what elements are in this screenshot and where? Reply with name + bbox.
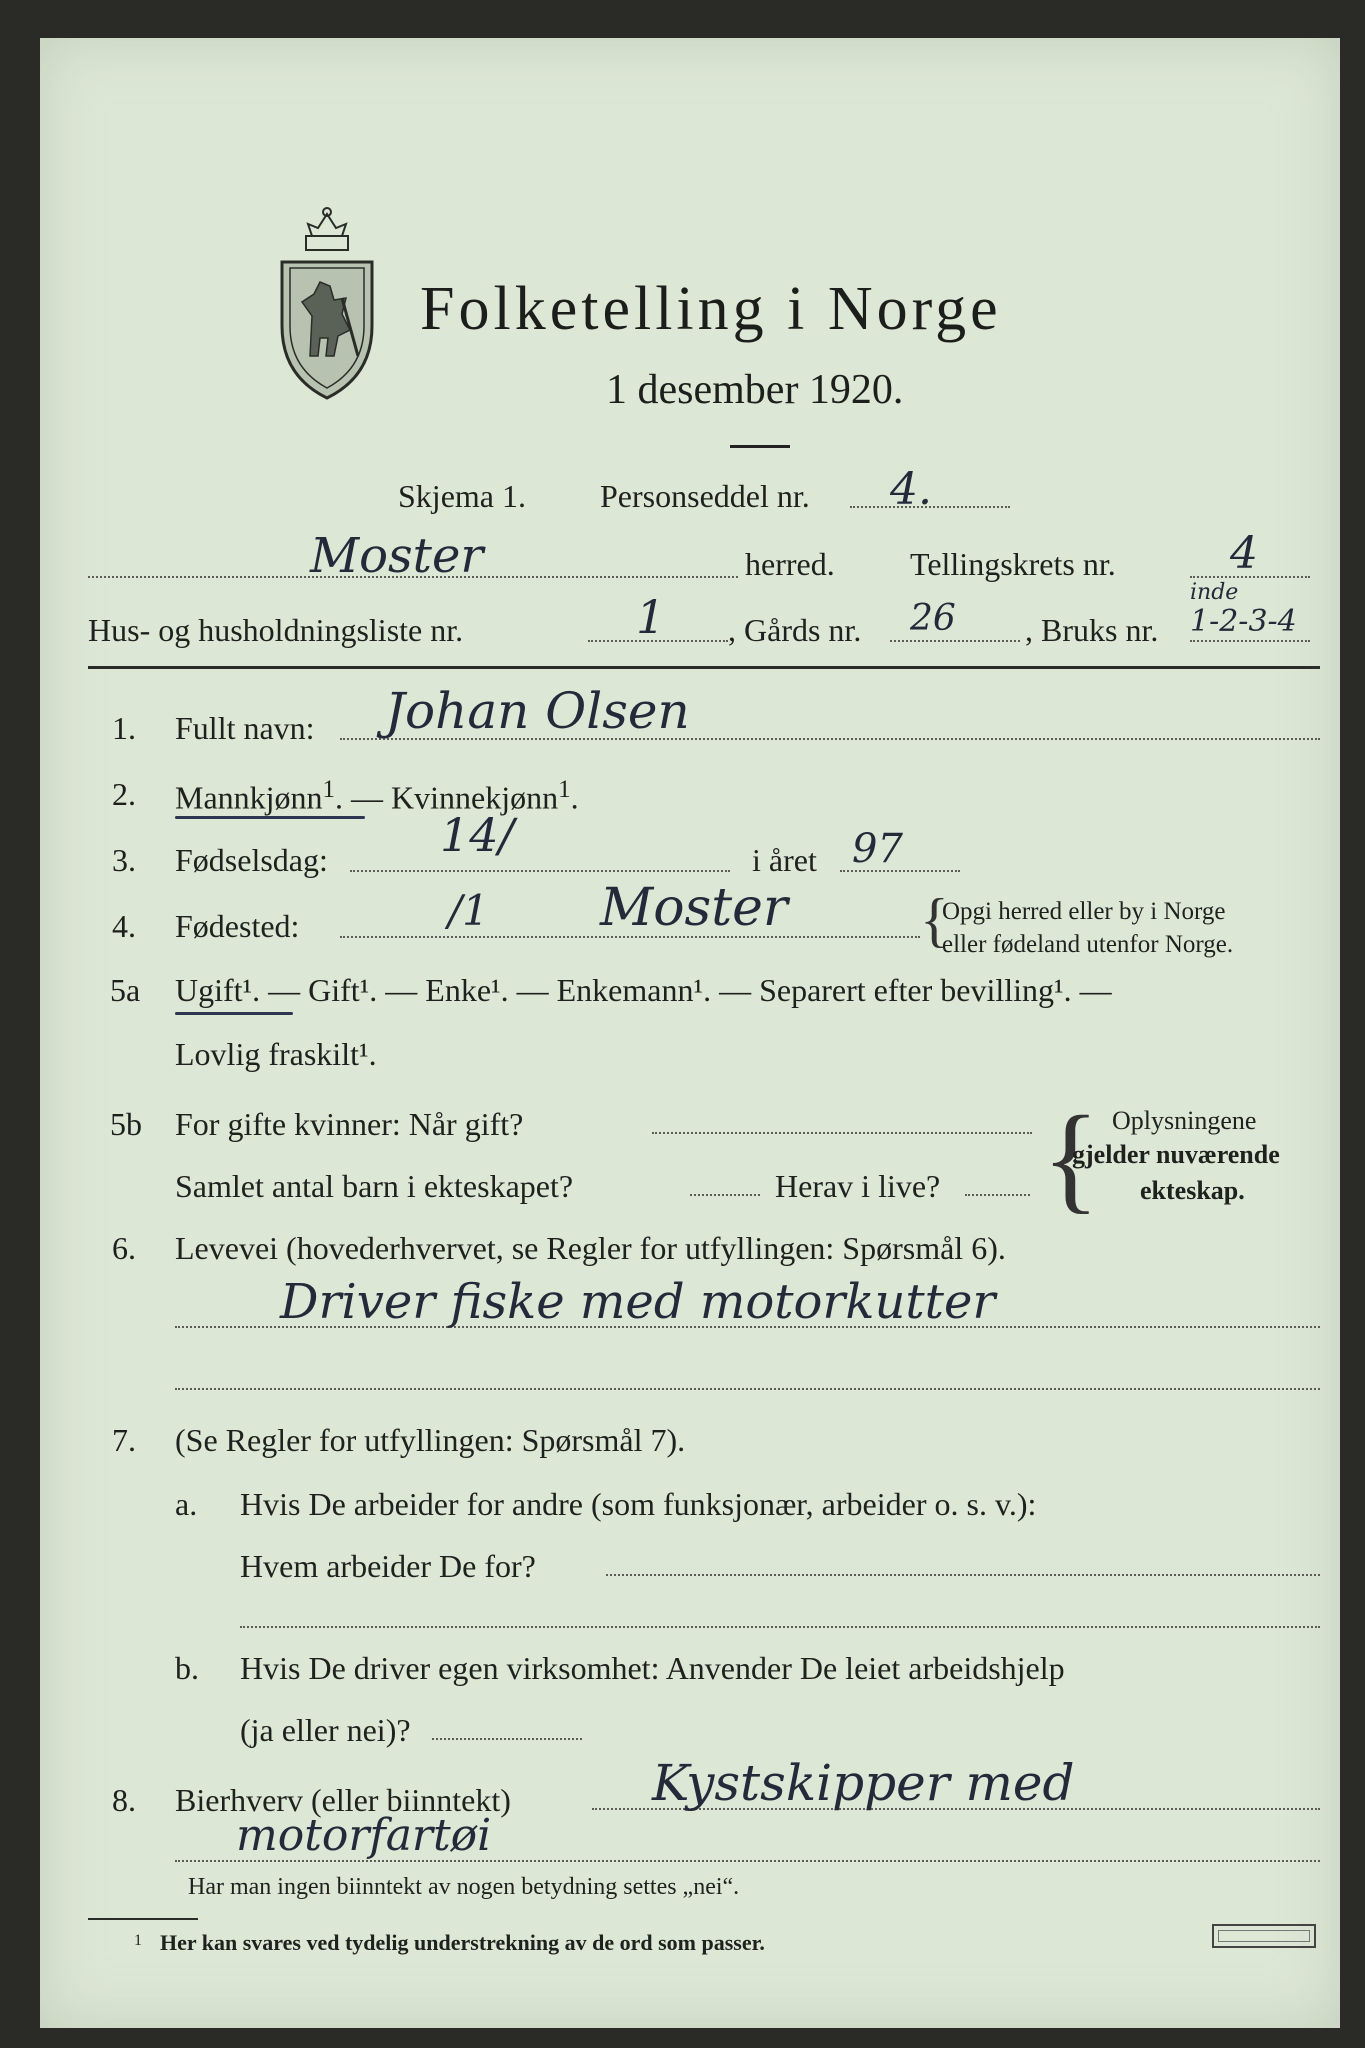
personseddel-value: 4.	[890, 464, 932, 515]
q6-label: Levevei (hovederhvervet, se Regler for utfyllingen: Spørsmål 6).	[175, 1230, 1006, 1266]
q7a-line-1	[606, 1574, 1320, 1576]
q5b-line-2	[690, 1194, 760, 1196]
gards-line	[890, 640, 1020, 642]
q7b-label-2: (ja eller nei)?	[240, 1712, 411, 1748]
q4-label: Fødested:	[175, 908, 300, 944]
q5b-label-3: Herav i live?	[775, 1168, 941, 1204]
q7a-label-2: Hvem arbeider De for?	[240, 1548, 536, 1584]
q1-label: Fullt navn:	[175, 710, 315, 746]
bruks-label: , Bruks nr.	[1025, 612, 1159, 648]
q8-number: 8.	[112, 1782, 136, 1818]
gards-value: 26	[910, 598, 956, 639]
q4-note-1: Opgi herred eller by i Norge	[942, 898, 1226, 925]
q7a-line-2	[240, 1626, 1320, 1628]
q8-label: Bierhverv (eller biinntekt)	[175, 1782, 511, 1818]
q5b-brace: {	[1042, 1091, 1100, 1224]
q7a-number: a.	[175, 1486, 198, 1522]
q7b-label: Hvis De driver egen virksomhet: Anvender De leiet arbeidshjelp	[240, 1650, 1065, 1686]
q5a-number: 5a	[110, 972, 141, 1008]
q6-line-2	[175, 1388, 1320, 1390]
q4-value: Moster	[600, 878, 788, 938]
footnote-text: Her kan svares ved tydelig understrekning av de ord som passer.	[160, 1930, 765, 1955]
q5a-ugift-underline	[175, 1012, 293, 1015]
q3-label: Fødselsdag:	[175, 842, 328, 878]
q3-year-value: 97	[852, 826, 903, 872]
q8-value-2: motorfartøi	[236, 1810, 492, 1861]
herred-label: herred.	[745, 546, 835, 582]
q8-note: Har man ingen biinntekt av nogen betydning settes „nei“.	[188, 1874, 740, 1900]
footnote-marker: 1	[134, 1932, 142, 1949]
bruks-line	[1190, 640, 1310, 642]
tellingskrets-label: Tellingskrets nr.	[910, 546, 1116, 582]
hus-value: 1	[636, 590, 666, 644]
bruks-value: 1-2-3-4	[1190, 604, 1297, 639]
form-title: Folketelling i Norge	[420, 275, 1002, 343]
q3-value: 14/	[440, 808, 515, 862]
q5b-note-2: gjelder nuværende	[1072, 1140, 1280, 1169]
q5b-note-3: ekteskap.	[1140, 1176, 1245, 1205]
footnote-rule	[88, 1918, 198, 1920]
q2-male: Mannkjønn	[175, 779, 323, 816]
q2-male-underline	[175, 816, 365, 819]
q6-value: Driver fiske med motorkutter	[280, 1274, 996, 1330]
q5a-text: Ugift¹. — Gift¹. — Enke¹. — Enkemann¹. — Separert efter bevilling¹. —	[175, 972, 1112, 1008]
q1-value: Johan Olsen	[385, 682, 690, 740]
census-form-sheet	[40, 38, 1340, 2028]
herred-value: Moster	[310, 528, 484, 584]
q7-number: 7.	[112, 1422, 136, 1458]
q5b-label: For gifte kvinner: Når gift?	[175, 1106, 524, 1142]
q6-number: 6.	[112, 1230, 136, 1266]
q5b-number: 5b	[110, 1106, 142, 1142]
q4-note-2: eller fødeland utenfor Norge.	[942, 931, 1234, 958]
q8-value: Kystskipper med	[652, 1754, 1075, 1812]
bruks-note: inde	[1190, 580, 1239, 605]
q5b-line-3	[965, 1194, 1030, 1196]
q3-line	[350, 870, 730, 872]
q7b-line	[432, 1738, 582, 1740]
q3-year-label: i året	[752, 842, 817, 878]
norway-coat-of-arms-icon	[272, 206, 382, 406]
q5a-text-2: Lovlig fraskilt¹.	[175, 1036, 377, 1072]
q5b-line-1	[652, 1132, 1032, 1134]
q5b-note-1: Oplysningene	[1112, 1106, 1257, 1135]
q3-number: 3.	[112, 842, 136, 878]
hus-label: Hus- og husholdningsliste nr.	[88, 612, 464, 648]
title-divider	[730, 445, 790, 448]
q2-options: Mannkjønn$^1$. — Kvinnekjønn$^1$.	[175, 776, 579, 816]
header-rule	[88, 666, 1320, 669]
q4-value-prefix: /1	[448, 886, 489, 935]
printer-stamp	[1212, 1924, 1316, 1948]
q4-brace: {	[920, 887, 949, 953]
q7a-label: Hvis De arbeider for andre (som funksjonær, arbeider o. s. v.):	[240, 1486, 1037, 1522]
q1-number: 1.	[112, 710, 136, 746]
q5b-label-2: Samlet antal barn i ekteskapet?	[175, 1168, 574, 1204]
personseddel-label: Personseddel nr.	[600, 478, 810, 514]
skjema-label: Skjema 1.	[398, 478, 526, 514]
q2-female: Kvinnekjønn	[391, 779, 559, 816]
q2-number: 2.	[112, 776, 136, 812]
q7b-number: b.	[175, 1650, 199, 1686]
q7-label: (Se Regler for utfyllingen: Spørsmål 7).	[175, 1422, 686, 1458]
gards-label: , Gårds nr.	[728, 612, 862, 648]
q4-number: 4.	[112, 908, 136, 944]
tellingskrets-value: 4	[1230, 528, 1258, 579]
census-date: 1 desember 1920.	[606, 367, 904, 413]
